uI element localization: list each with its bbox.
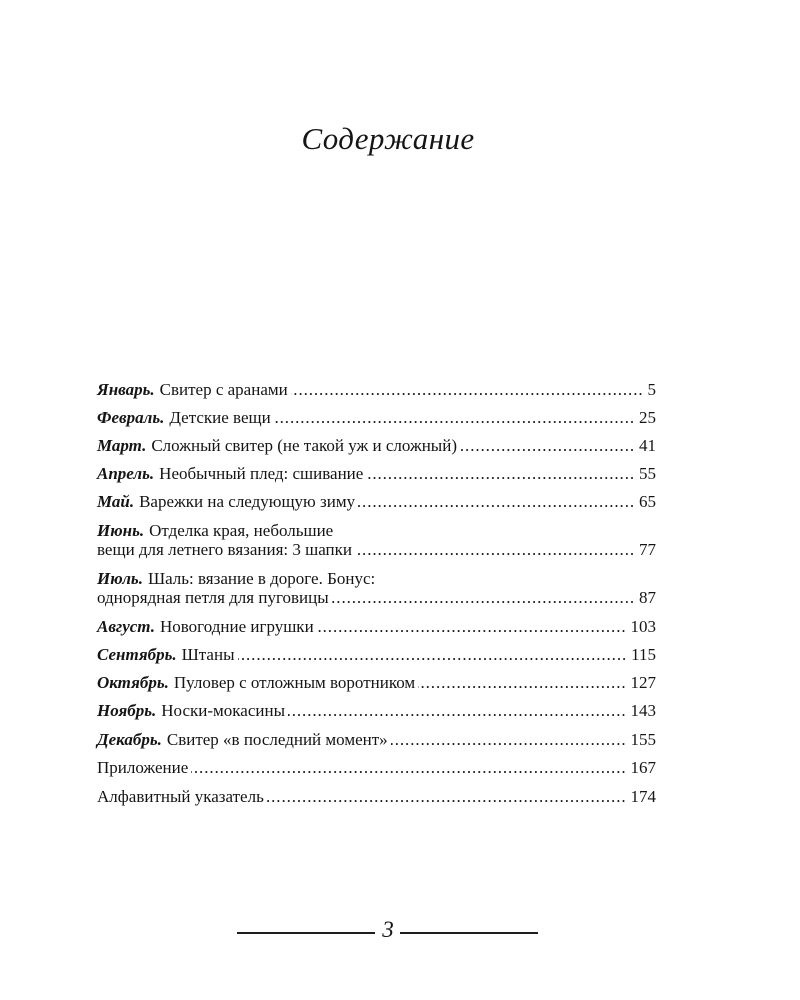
entry-month: Январь. [97, 380, 155, 399]
page-number: 3 [382, 917, 394, 942]
toc-entry [97, 673, 656, 692]
entry-month: Июнь. [97, 521, 145, 540]
entry-month: Сентябрь. [97, 645, 177, 664]
entry-page-number: 174 [630, 787, 656, 806]
dot-leader [267, 787, 627, 806]
entry-page-number: 167 [630, 758, 656, 777]
entry-title: Детские вещи [169, 408, 271, 427]
dot-leader [355, 540, 635, 559]
toc-entry [97, 464, 656, 483]
toc-entry [97, 492, 656, 511]
entry-page-number: 5 [647, 380, 656, 399]
toc-entry [97, 758, 656, 777]
dot-leader [332, 588, 635, 607]
entry-month: Апрель. [97, 464, 155, 483]
entry-title: Отделка края, небольшие [149, 521, 334, 540]
entry-page-number: 155 [630, 730, 656, 749]
toc-entry [97, 380, 656, 399]
dot-leader [460, 436, 635, 455]
dot-leader [391, 730, 627, 749]
entry-page-number: 143 [630, 701, 656, 720]
entry-title: Сложный свитер (не такой уж и сложный) [151, 436, 457, 455]
page-title: Содержание [301, 121, 475, 156]
entry-title-continued: вещи для летнего вязания: 3 шапки [97, 540, 352, 559]
entry-page-number: 115 [631, 645, 656, 664]
footer-rule-right [400, 932, 538, 934]
entry-page-number: 25 [639, 408, 656, 427]
entry-page-number: 77 [639, 540, 656, 559]
dot-leader [366, 464, 635, 483]
entry-title: Пуловер с отложным воротником [173, 673, 416, 692]
entry-title: Новогодние игрушки [159, 617, 314, 636]
entry-title-continued: однорядная петля для пуговицы [97, 588, 329, 607]
footer-rule-left [237, 932, 375, 934]
entry-title: Шаль: вязание в дороге. Бонус: [147, 569, 376, 588]
entry-month: Август. [97, 617, 155, 636]
entry-month: Ноябрь. [97, 701, 157, 720]
entry-title: Необычный плед: сшивание [159, 464, 364, 483]
dot-leader [418, 673, 626, 692]
entry-month: Март. [97, 436, 147, 455]
entry-month: Июль. [97, 569, 143, 588]
entry-month: Декабрь. [97, 730, 162, 749]
toc-entry [97, 617, 656, 636]
dot-leader [358, 492, 635, 511]
entry-title: Свитер «в последний момент» [166, 730, 388, 749]
entry-page-number: 41 [639, 436, 656, 455]
toc-entry [97, 701, 656, 720]
entry-title: Варежки на следующую зиму [139, 492, 356, 511]
toc-entry [97, 521, 656, 559]
dot-leader [238, 645, 628, 664]
toc-entry [97, 436, 656, 455]
dot-leader [317, 617, 627, 636]
toc-entry [97, 569, 656, 607]
toc-entry [97, 730, 656, 749]
dot-leader [291, 380, 644, 399]
entry-title: Алфавитный указатель [97, 787, 264, 806]
entry-month: Май. [97, 492, 135, 511]
entry-page-number: 127 [630, 673, 656, 692]
toc-entry [97, 787, 656, 806]
dot-leader [274, 408, 635, 427]
entry-page-number: 103 [630, 617, 656, 636]
entry-month: Февраль. [97, 408, 165, 427]
entry-page-number: 65 [639, 492, 656, 511]
toc-entry [97, 408, 656, 427]
entry-page-number: 55 [639, 464, 656, 483]
entry-title: Свитер с аранами [159, 380, 288, 399]
entry-month: Октябрь. [97, 673, 169, 692]
toc-entry [97, 645, 656, 664]
entry-title: Носки-мокасины [161, 701, 285, 720]
entry-title: Приложение [97, 758, 189, 777]
entry-title: Штаны [181, 645, 235, 664]
entry-page-number: 87 [639, 588, 656, 607]
dot-leader [191, 758, 626, 777]
dot-leader [288, 701, 627, 720]
